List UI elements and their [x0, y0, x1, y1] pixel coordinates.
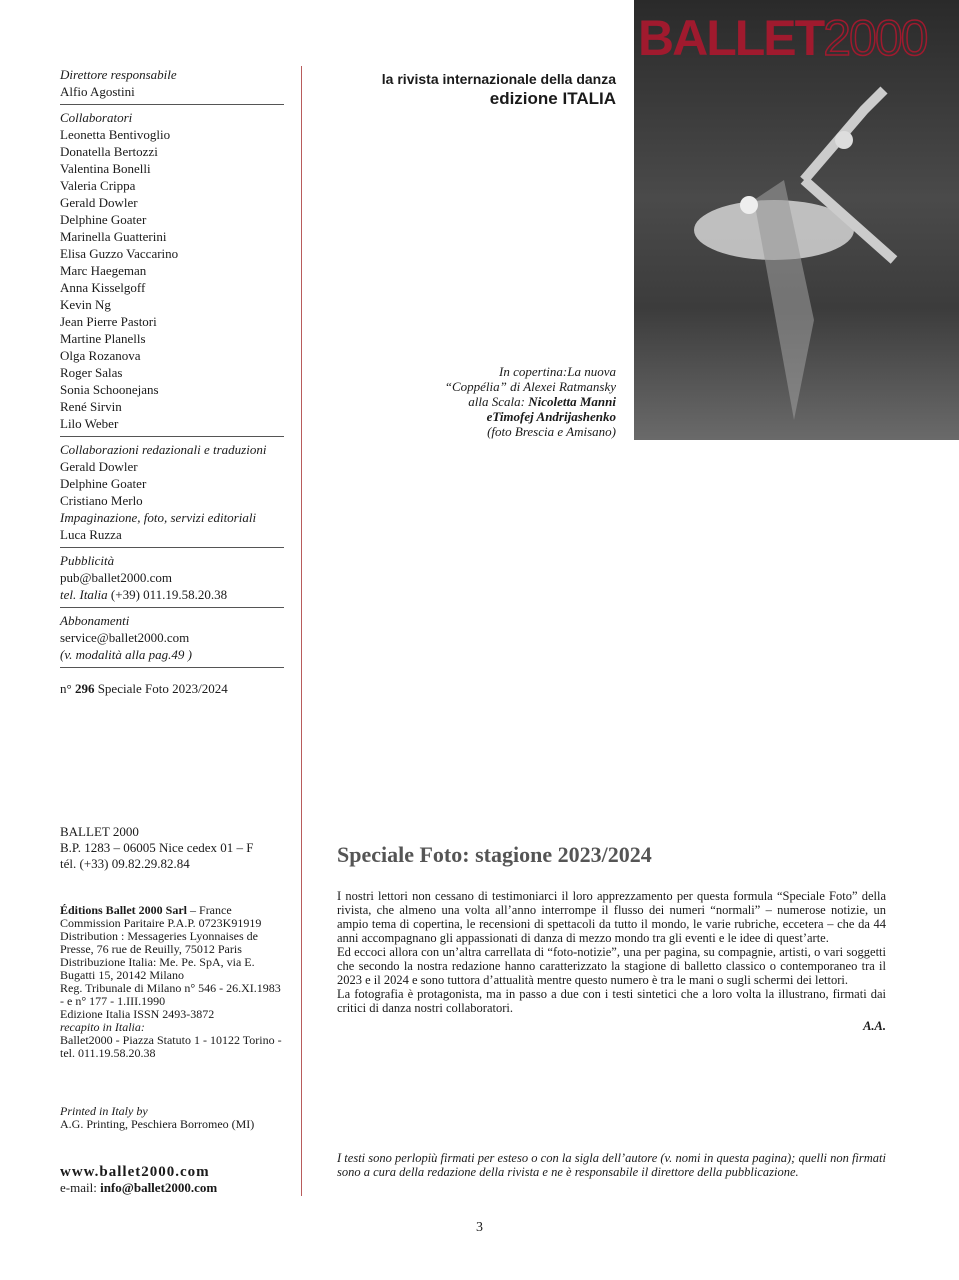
collaborator-name: Lilo Weber — [60, 416, 119, 431]
article-signature: A.A. — [863, 1019, 886, 1033]
dancers-illustration — [634, 0, 959, 440]
collaborators-label: Collaboratori — [60, 110, 133, 125]
collaborator-name: René Sirvin — [60, 399, 122, 414]
web-block: www.ballet2000.com e-mail: info@ballet2000.com — [60, 1164, 284, 1196]
collaborator-name: Roger Salas — [60, 365, 123, 380]
layout-label: Impaginazione, foto, servizi editoriali — [60, 510, 257, 525]
collaborator-name: Anna Kisselgoff — [60, 280, 146, 295]
printed-block: Printed in Italy by A.G. Printing, Peschiera Borromeo (MI) — [60, 1104, 255, 1131]
edition-label: edizione ITALIA — [489, 89, 616, 108]
page-number: 3 — [476, 1220, 483, 1235]
layout-name: Luca Ruzza — [60, 527, 122, 542]
issue-line: n° 296 Speciale Foto 2023/2024 — [60, 681, 228, 696]
company-name: Éditions Ballet 2000 Sarl — [60, 903, 188, 917]
collaborator-name: Kevin Ng — [60, 297, 111, 312]
collaborator-name: Olga Rozanova — [60, 348, 141, 363]
legal-line: Distribuzione Italia: Me. Pe. SpA, via E. Bugatti 15, 20142 Milano — [60, 955, 255, 982]
legal-line: Edizione Italia ISSN 2493-3872 — [60, 1007, 215, 1021]
collaborator-name: Jean Pierre Pastori — [60, 314, 157, 329]
collaborator-name: Sonia Schoonejans — [60, 382, 159, 397]
issue-title: Speciale Foto 2023/2024 — [97, 681, 228, 696]
collaborator-name: Leonetta Bentivoglio — [60, 127, 171, 142]
masthead — [60, 66, 284, 697]
subs-email[interactable]: service@ballet2000.com — [60, 630, 190, 645]
editorial-name: Cristiano Merlo — [60, 493, 143, 508]
legal-line: Distribution : Messageries Lyonnaises de Presse, 76 rue de Reuilly, 75012 Paris — [60, 929, 258, 956]
ads-phone: tel. Italia (+39) 011.19.58.20.38 — [60, 587, 228, 602]
collaborator-name: Valeria Crippa — [60, 178, 136, 193]
collaborator-name: Delphine Goater — [60, 212, 147, 227]
collaborators-list — [60, 126, 284, 432]
collaborator-name: Donatella Bertozzi — [60, 144, 158, 159]
editorial-list — [60, 458, 284, 509]
legal-line: Reg. Tribunale di Milano n° 546 - 26.XI.1983 - e n° 177 - 1.III.1990 — [60, 981, 281, 1008]
email-link[interactable]: info@ballet2000.com — [100, 1180, 218, 1195]
magazine-header — [330, 70, 616, 110]
cover-photo — [634, 0, 959, 440]
masthead-ads — [60, 552, 284, 608]
collaborator-name: Marc Haegeman — [60, 263, 147, 278]
tagline: la rivista internazionale della danza — [381, 71, 616, 87]
editorial-label: Collaborazioni redazionali e traduzioni — [60, 442, 267, 457]
article-title: Speciale Foto: stagione 2023/2024 — [337, 842, 652, 867]
website-link[interactable]: www.ballet2000.com — [60, 1164, 210, 1180]
director-label: Direttore responsabile — [60, 67, 177, 82]
editorial-note: I testi sono perlopiù firmati per esteso o con la sigla dell’autore (v. nomi in questa pagina); quelli non firmati sono a cura della redazione della rivista e ne è responsabile il direttore della pubblicazione. — [337, 1151, 886, 1179]
masthead-director — [60, 66, 284, 105]
editorial-name: Gerald Dowler — [60, 459, 138, 474]
article-body: I nostri lettori non cessano di testimoniarci il loro apprezzamento per questa formula “Speciale Foto” della rivista, che almeno una volta all’anno interrompe il flusso dei numeri “normali” – numerose notizie, un ampio tema di copertina, le recensioni di spettacoli da tutto il mondo, le varie rubriche, eccetera – che da 44 anni accompagnano gli appassionati di danza di mezzo mondo tra gli eventi e le idee di quest’arte. Ed eccoci allora con un’altra carrellata di “foto-notizie”, una per pagina, su compagnie, artisti, o vari soggetti che secondo la nostra redazione hanno caratterizzato la stagione di balletto classico o contemporaneo tra il 2023 e il 2024 e sono tuttora d’attualità mentre questo numero è tra le mani o sugli schermi dei lettori. La fotografia è protagonista, ma in passo a due con i testi sintetici che a loro volta la illustrano, firmati dai critici di danza nostri collaboratori. A.A. — [337, 889, 886, 1033]
masthead-subscriptions — [60, 612, 284, 668]
ads-email[interactable]: pub@ballet2000.com — [60, 570, 172, 585]
masthead-editorial — [60, 441, 284, 548]
legal-block: Éditions Ballet 2000 Sarl – France Commission Paritaire P.A.P. 0723K91919 Distribution : Messageries Lyonnaises de Presse, 76 rue de Reuilly, 75012 Paris Distribuzione Italia: Me. Pe. SpA, via E. Bugatti 15, 20142 Milano Reg. Tribunale di Milano n° 546 - 26.XI.1983 - e n° 177 - 1.III.1990 Edizione Italia ISSN 2493-3872 recapito in Italia: Ballet2000 - Piazza Statuto 1 - 10122 Torino - tel. 011.19.58.20.38 — [60, 904, 284, 1060]
ads-label: Pubblicità — [60, 553, 115, 568]
collaborator-name: Marinella Guatterini — [60, 229, 167, 244]
cover-caption: In copertina:La nuova “Coppélia” di Alexei Ratmansky alla Scala: Nicoletta Manni eTimofej Andrijashenko (foto Brescia e Amisano) — [444, 364, 616, 439]
collaborator-name: Valentina Bonelli — [60, 161, 151, 176]
masthead-collaborators — [60, 109, 284, 437]
editorial-name: Delphine Goater — [60, 476, 147, 491]
issue-number: 296 — [74, 681, 95, 696]
address-block: BALLET 2000 B.P. 1283 – 06005 Nice cedex 01 – F tél. (+33) 09.82.29.82.84 — [60, 824, 254, 871]
collaborator-name: Gerald Dowler — [60, 195, 138, 210]
subs-note: (v. modalità alla pag.49 ) — [60, 647, 192, 662]
collaborator-name: Elisa Guzzo Vaccarino — [60, 246, 179, 261]
director-name: Alfio Agostini — [60, 84, 135, 99]
column-divider — [301, 66, 302, 1196]
ballet2000-logo: BALLET2000 — [638, 10, 927, 66]
subs-label: Abbonamenti — [60, 613, 130, 628]
collaborator-name: Martine Planells — [60, 331, 146, 346]
